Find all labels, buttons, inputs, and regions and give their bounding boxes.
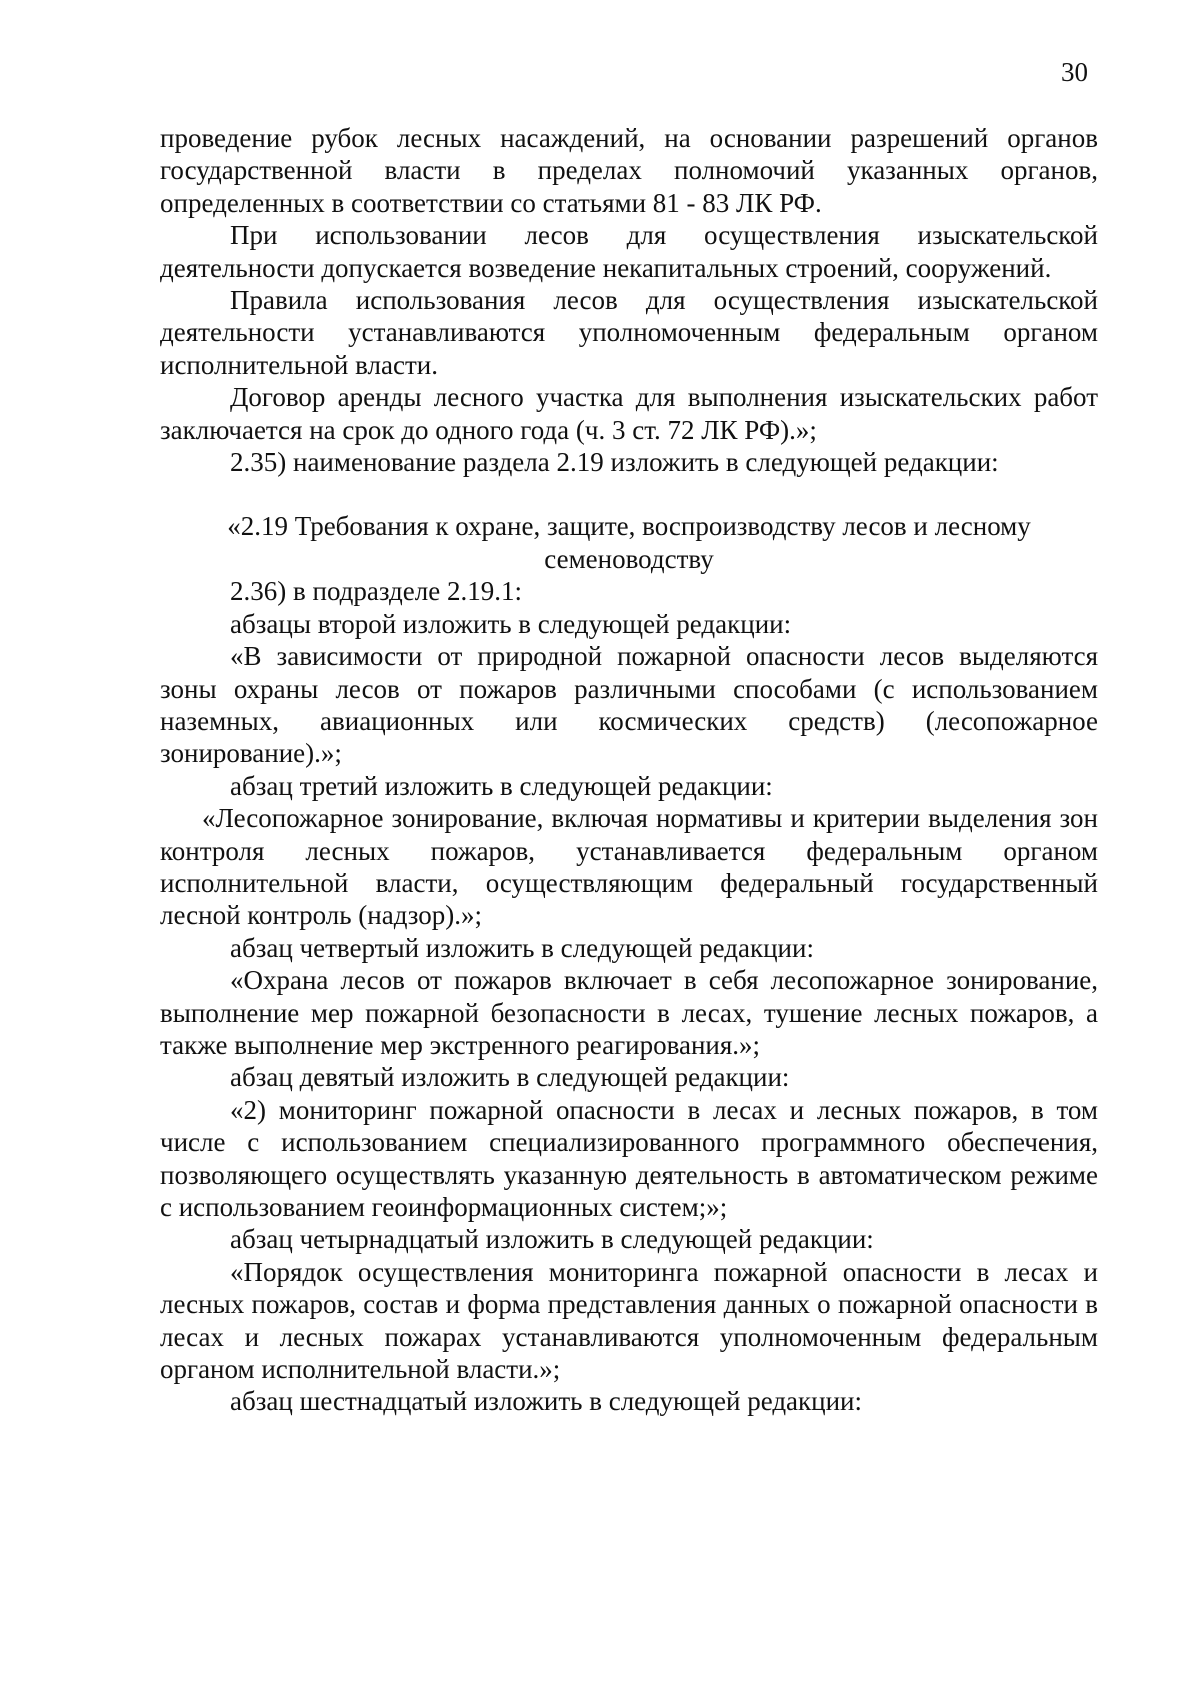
paragraph: абзац шестнадцатый изложить в следующей редакции: — [230, 1386, 863, 1417]
paragraph: проведение рубок лесных насаждений, на основании разрешений органов государственной власти в пределах полномочий указанных органов, определенных в соответствии со статьями 81 - 83 ЛК РФ. — [160, 123, 1098, 218]
section-heading: «2.19 Требования к охране, защите, воспроизводству лесов и лесному семеноводству — [227, 511, 1031, 574]
paragraph: абзац девятый изложить в следующей редакции: — [230, 1062, 790, 1093]
paragraph: абзацы второй изложить в следующей редакции: — [230, 608, 792, 639]
paragraph: Правила использования лесов для осуществления изыскательской деятельности устанавливаются уполномоченным федеральным органом исполнительной власти. — [160, 285, 1098, 380]
paragraph: «В зависимости от природной пожарной опасности лесов выделяются зоны охраны лесов от пожаров различными способами (с использованием наземных, авиационных или космических средств) (лесопожарное зонирование).»; — [160, 641, 1098, 769]
paragraph: «Порядок осуществления мониторинга пожарной опасности в лесах и лесных пожаров, состав и форма представления данных о пожарной опасности в лесах и лесных пожарах устанавливаются уполномоченным федеральным органом исполнительной власти.»; — [160, 1256, 1098, 1385]
paragraph: 2.36) в подразделе 2.19.1: — [230, 576, 522, 607]
paragraph: Договор аренды лесного участка для выполнения изыскательских работ заключается на срок до одного года (ч. 3 ст. 72 ЛК РФ).»; — [160, 382, 1098, 445]
paragraph: При использовании лесов для осуществления изыскательской деятельности допускается возведение некапитальных строений, сооружений. — [160, 220, 1098, 283]
paragraph: абзац четырнадцатый изложить в следующей редакции: — [230, 1224, 874, 1255]
paragraph: «Охрана лесов от пожаров включает в себя лесопожарное зонирование, выполнение мер пожарной безопасности в лесах, тушение лесных пожаров, а также выполнение мер экстренного реагирования.»; — [160, 965, 1098, 1060]
paragraph: абзац четвертый изложить в следующей редакции: — [230, 932, 814, 963]
page-number: 30 — [1061, 57, 1088, 87]
document-body — [160, 122, 1098, 1418]
paragraph: «Лесопожарное зонирование, включая нормативы и критерии выделения зон контроля лесных пожаров, устанавливается федеральным органом исполнительной власти, осуществляющим федеральный государственный лесной контроль (надзор).»; — [160, 803, 1098, 931]
paragraph: абзац третий изложить в следующей редакции: — [230, 770, 773, 801]
paragraph: 2.35) наименование раздела 2.19 изложить в следующей редакции: — [230, 447, 999, 478]
paragraph: «2) мониторинг пожарной опасности в лесах и лесных пожаров, в том числе с использованием специализированного программного обеспечения, позволяющего осуществлять указанную деятельность в автоматическом режиме с использованием геоинформационных систем;»; — [160, 1094, 1098, 1222]
